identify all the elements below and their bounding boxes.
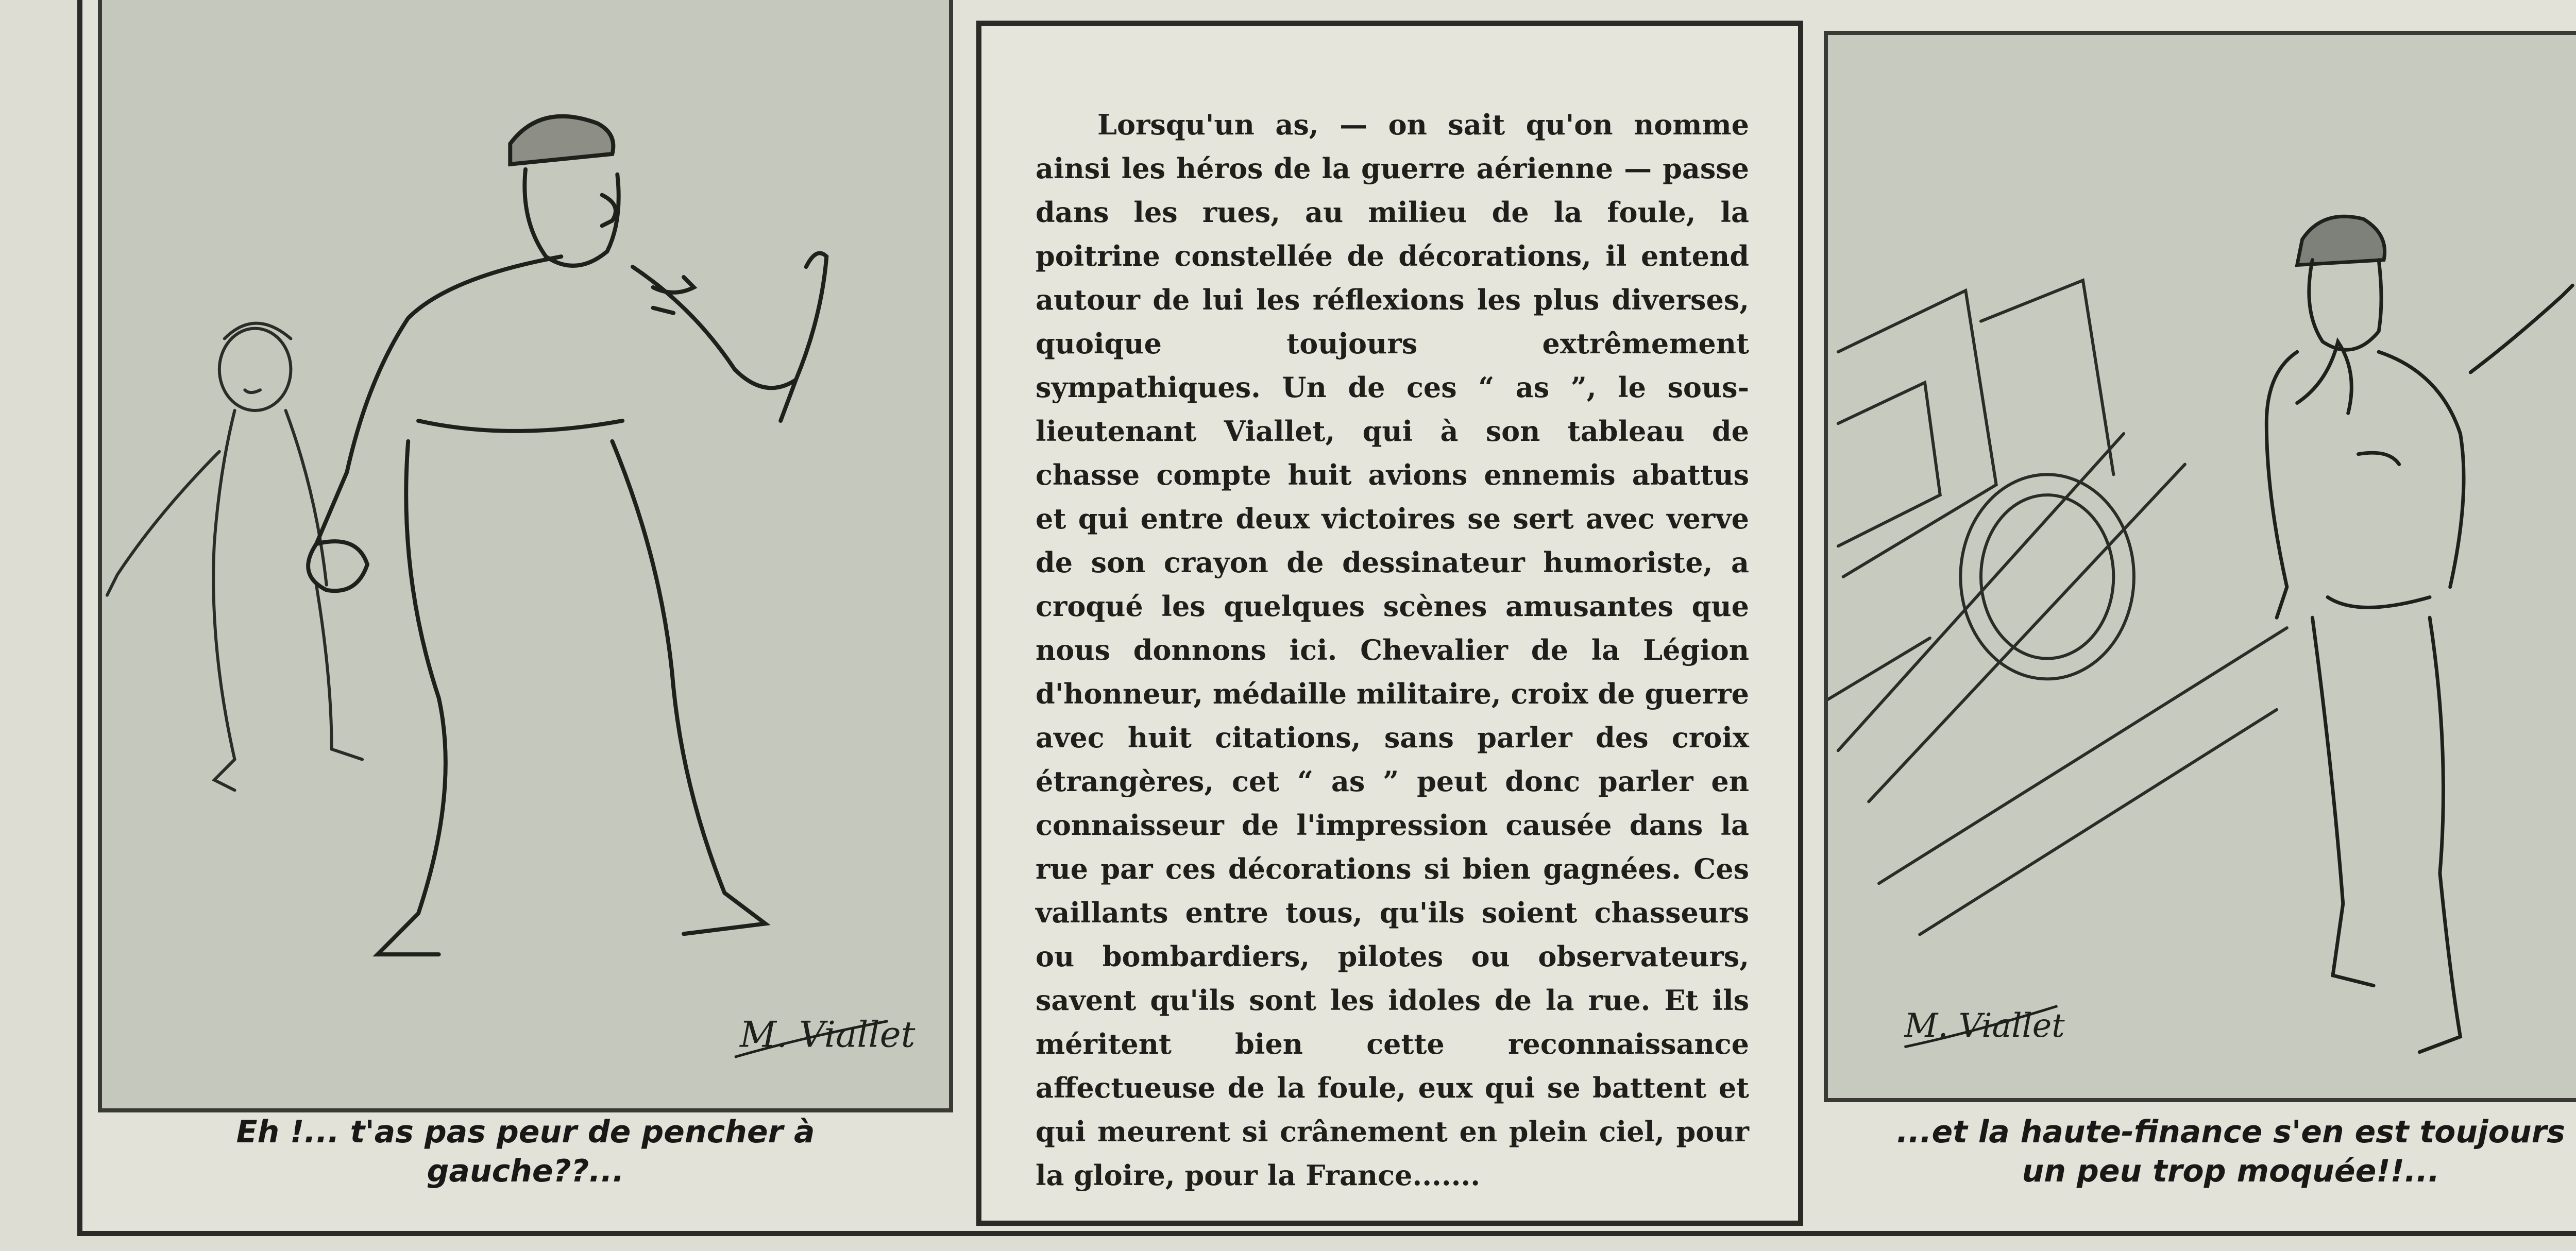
- article-text-box: [976, 21, 1803, 1226]
- left-caption-line1: Eh !... t'as pas peur de pencher à: [236, 1114, 815, 1150]
- right-cartoon-drawing: [1828, 35, 2576, 1098]
- left-signature: M. Viallet: [739, 1014, 916, 1056]
- right-caption-line1: ...et la haute-finance s'en est toujours: [1896, 1114, 2565, 1150]
- left-illustration: [98, 0, 953, 1112]
- left-caption-line2: gauche??...: [427, 1153, 624, 1189]
- right-caption-line2: un peu trop moquée!!...: [2022, 1153, 2440, 1189]
- left-cartoon-drawing: [102, 0, 949, 1108]
- right-illustration: [1824, 31, 2576, 1102]
- left-caption: [98, 1112, 953, 1191]
- right-signature: M. Viallet: [1904, 1006, 2065, 1044]
- right-caption: [1824, 1112, 2576, 1191]
- article-body: Lorsqu'un as, — on sait qu'on nomme ainsi les héros de la guerre aérienne — passe dans les rues, au milieu de la foule, la poitrine constellée de décorations, il entend autour de lui les réflexions les plus diverses, quoique toujours extrêmement sympathiques. Un de ces “ as ”, le sous-lieutenant Viallet, qui à son tableau de chasse compte huit avions ennemis abattus et qui entre deux victoires se sert avec verve de son crayon de dessinateur humoriste, a croqué les quelques scènes amusantes que nous donnons ici. Chevalier de la Légion d'honneur, médaille militaire, croix de guerre avec huit citations, sans parler des croix étrangères, cet “ as ” peut donc parler en connaisseur de l'impression causée dans la rue par ces décorations si bien gagnées. Ces vaillants entre tous, qu'ils soient chasseurs ou bombardiers, pilotes ou observateurs, savent qu'ils sont les idoles de la rue. Et ils méritent bien cette reconnaissance affectueuse de la foule, eux qui se battent et qui meurent si crânement en plein ciel, pour la gloire, pour la France.......: [1036, 108, 1749, 1192]
